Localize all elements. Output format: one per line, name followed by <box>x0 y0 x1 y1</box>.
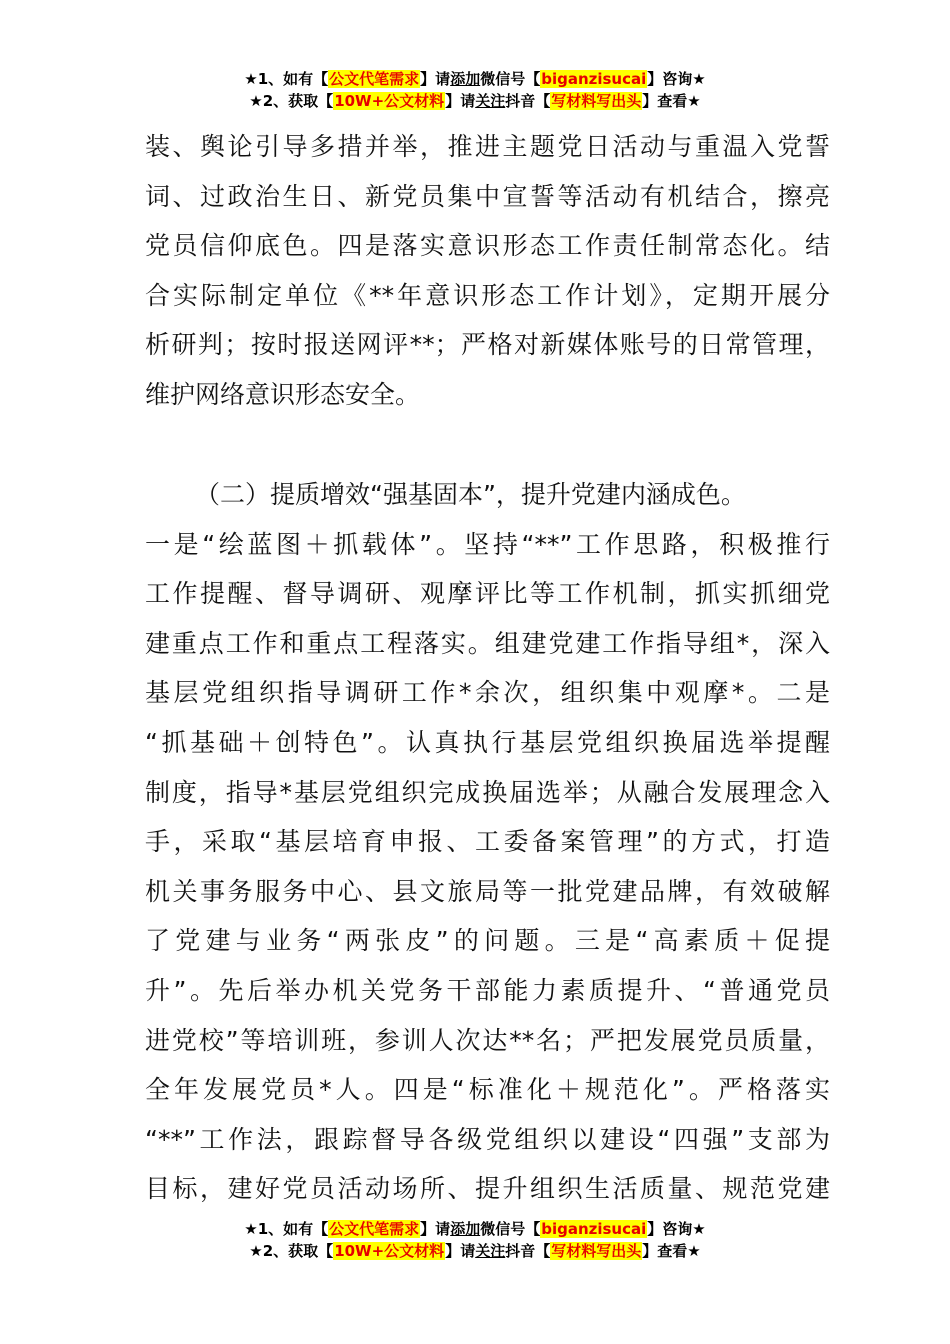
text-line: 了党建与业务“两张皮”的问题。三是“高素质＋促提 <box>145 926 830 956</box>
paragraph-continued <box>145 122 830 420</box>
highlight-wechat-id: biganzisucai <box>541 70 647 88</box>
text-line: 进党校”等培训班，参训人次达**名；严把发展党员质量， <box>145 1025 830 1055</box>
text-line: 制度，指导*基层党组织完成换届选举；从融合发展理念入 <box>145 777 830 807</box>
highlight-service: 公文代笔需求 <box>329 70 420 88</box>
text-line: 工作提醒、督导调研、观摩评比等工作机制，抓实抓细党 <box>145 579 830 609</box>
footer-banner <box>0 1218 950 1262</box>
text-line: 一是“绘蓝图＋抓载体”。坚持“**”工作思路，积极推行 <box>145 529 830 559</box>
text-line: 合实际制定单位《**年意识形态工作计划》，定期开展分 <box>145 280 830 310</box>
text-line: 维护网络意识形态安全。 <box>145 379 421 409</box>
text-line: 升”。先后举办机关党务干部能力素质提升、“普通党员 <box>145 975 830 1005</box>
text-line: 词、过政治生日、新党员集中宣誓等活动有机结合，擦亮 <box>145 181 830 211</box>
highlight-materials: 10W+公文材料 <box>334 1242 445 1260</box>
banner-line-2: ★2、获取【10W+公文材料】请关注抖音【写材料写出头】查看★ <box>249 1242 701 1260</box>
highlight-service: 公文代笔需求 <box>329 1220 420 1238</box>
text-line: 目标，建好党员活动场所、提升组织生活质量、规范党建 <box>145 1174 830 1204</box>
banner-line-1: ★1、如有【公文代笔需求】请添加微信号【biganzisucai】咨询★ <box>244 1220 706 1238</box>
text-line: 装、舆论引导多措并举，推进主题党日活动与重温入党誓 <box>145 132 830 161</box>
highlight-douyin-account: 写材料写出头 <box>551 92 642 110</box>
text-line: 手，采取“基层培育申报、工委备案管理”的方式，打造 <box>145 827 830 857</box>
text-line: “抓基础＋创特色”。认真执行基层党组织换届选举提醒 <box>145 727 830 757</box>
text-line: 全年发展党员*人。四是“标准化＋规范化”。严格落实 <box>145 1075 830 1105</box>
text-line: 基层党组织指导调研工作*余次，组织集中观摩*。二是 <box>145 678 830 708</box>
section-heading-line: （二）提质增效“强基固本”，提升党建内涵成色。 <box>195 480 746 509</box>
highlight-douyin-account: 写材料写出头 <box>551 1242 642 1260</box>
text-line: 析研判；按时报送网评**；严格对新媒体账号的日常管理， <box>145 330 830 360</box>
highlight-wechat-id: biganzisucai <box>541 1220 647 1238</box>
header-banner <box>0 68 950 112</box>
banner-line-1: ★1、如有【公文代笔需求】请添加微信号【biganzisucai】咨询★ <box>244 70 706 88</box>
section-two-paragraph <box>145 470 830 1214</box>
text-line: 机关事务服务中心、县文旅局等一批党建品牌，有效破解 <box>145 876 830 906</box>
highlight-materials: 10W+公文材料 <box>334 92 445 110</box>
text-line: 建重点工作和重点工程落实。组建党建工作指导组*，深入 <box>145 628 830 658</box>
text-line: “**”工作法，跟踪督导各级党组织以建设“四强”支部为 <box>145 1124 830 1154</box>
text-line: 党员信仰底色。四是落实意识形态工作责任制常态化。结 <box>145 231 830 261</box>
banner-line-2: ★2、获取【10W+公文材料】请关注抖音【写材料写出头】查看★ <box>249 92 701 110</box>
